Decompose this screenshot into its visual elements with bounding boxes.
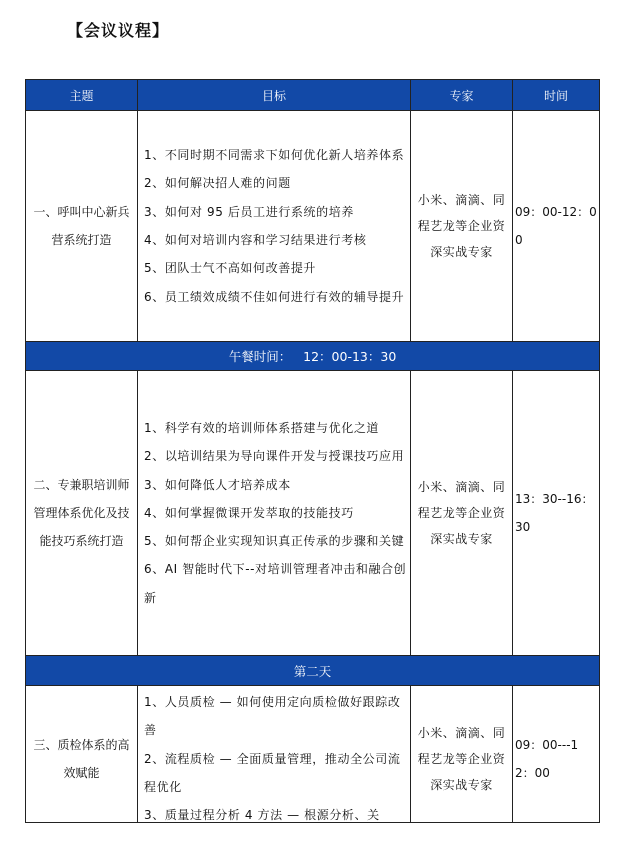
goal-item: 1、不同时期不同需求下如何优化新人培养体系 [144,148,405,163]
goal-item: 5、团队士气不高如何改善提升 [144,261,317,276]
row-goals [138,686,411,832]
goal-item: 3、质量过程分析 4 方法 — 根源分析、关 [144,808,380,823]
day-two-band: 第二天 [26,656,600,686]
row-topic: 三、质检体系的高效赋能 [26,686,138,832]
row-goals [138,371,411,656]
page-title: 【会议议程】 [67,21,170,40]
goal-item: 1、人员质检 — 如何使用定向质检做好跟踪改善 [144,695,401,738]
row-time: 09：00---12：00 [513,686,600,832]
row-topic: 一、呼叫中心新兵营系统打造 [26,111,138,342]
row-topic: 二、专兼职培训师管理体系优化及技能技巧系统打造 [26,371,138,656]
row-time: 09：00-12：00 [513,111,600,342]
goal-item: 2、以培训结果为导向课件开发与授课技巧应用 [144,449,405,464]
day-two-band-row [26,656,600,686]
row-expert: 小米、滴滴、同程艺龙等企业资深实战专家 [411,371,513,656]
table-row [26,686,600,832]
goal-item: 3、如何降低人才培养成本 [144,477,291,492]
lunch-band: 午餐时间： 12：00-13：30 [26,342,600,371]
row-expert: 小米、滴滴、同程艺龙等企业资深实战专家 [411,111,513,342]
goal-item: 1、科学有效的培训师体系搭建与优化之道 [144,420,380,435]
row-time: 13：30--16：30 [513,371,600,656]
agenda-table [25,79,600,832]
row-expert: 小米、滴滴、同程艺龙等企业资深实战专家 [411,686,513,832]
goal-item: 2、如何解决招人难的问题 [144,176,291,191]
row-goals [138,111,411,342]
header-goals: 目标 [138,80,411,111]
header-time: 时间 [513,80,600,111]
page-bottom-margin [0,823,622,844]
goal-item: 6、员工绩效成绩不佳如何进行有效的辅导提升 [144,289,405,304]
goal-item: 5、如何帮企业实现知识真正传承的步骤和关键 [144,534,405,549]
header-topic: 主题 [26,80,138,111]
goal-item: 4、如何对培训内容和学习结果进行考核 [144,233,367,247]
goal-item: 6、AI 智能时代下--对培训管理者冲击和融合创新 [144,562,407,605]
table-row [26,371,600,656]
header-expert: 专家 [411,80,513,111]
lunch-band-row [26,342,600,371]
goal-item: 3、如何对 95 后员工进行系统的培养 [144,204,354,219]
goal-item: 2、流程质检 — 全面质量管理，推动全公司流程优化 [144,751,401,794]
goal-item: 4、如何掌握微课开发萃取的技能技巧 [144,505,354,520]
table-bottom-border [25,822,599,823]
table-header-row [26,80,600,111]
table-row [26,111,600,342]
